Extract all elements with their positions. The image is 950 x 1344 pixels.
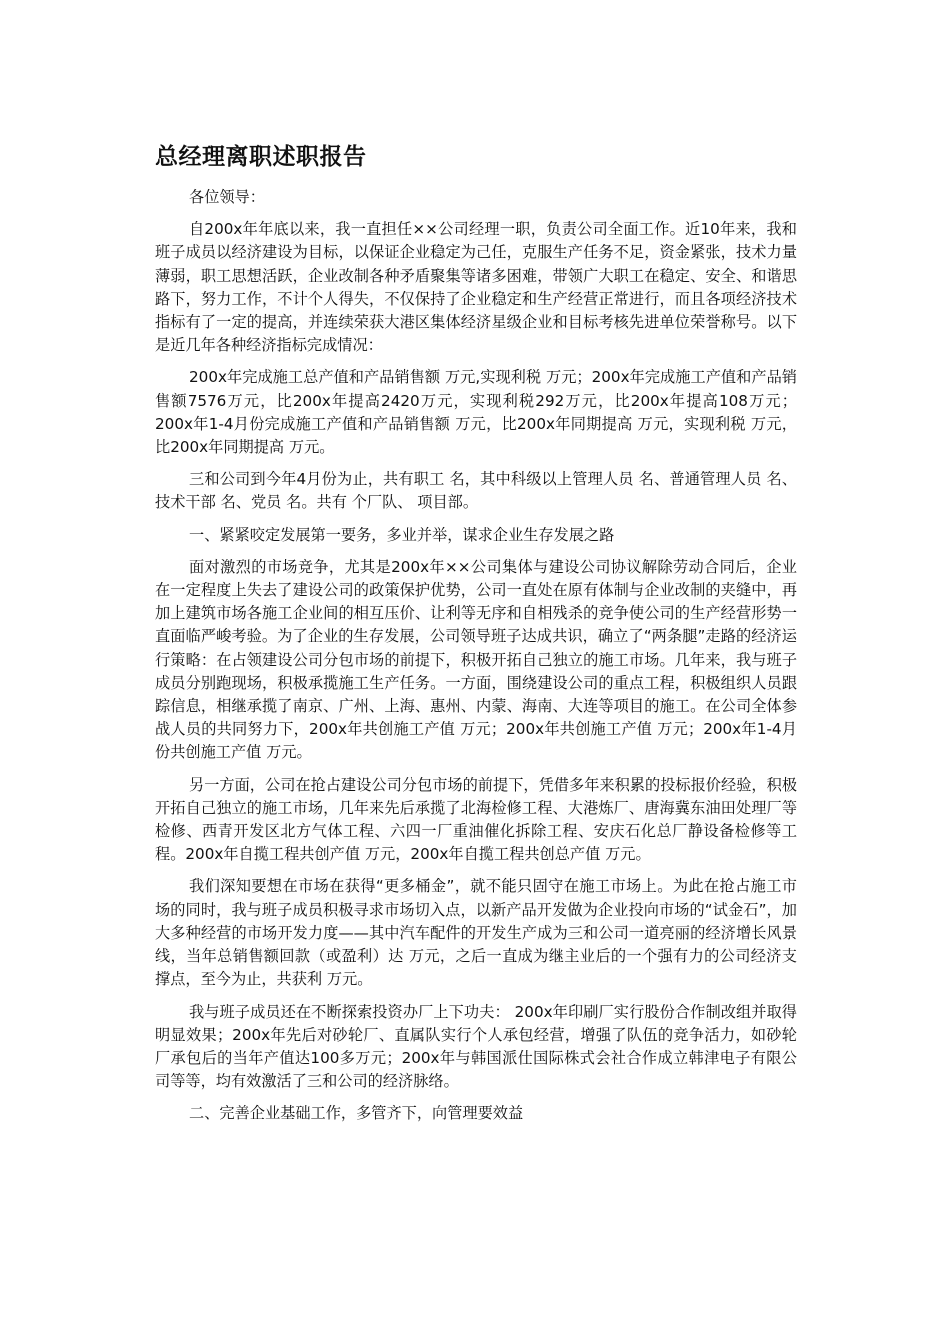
section-1-heading: 一、紧紧咬定发展第一要务，多业并举，谋求企业生存发展之路 — [189, 525, 615, 544]
section-2-heading: 二、完善企业基础工作，多管齐下，向管理要效益 — [189, 1104, 524, 1123]
section-1-paragraph-2: 另一方面，公司在抢占建设公司分包市场的前提下，凭借多年来积累的投标报价经验，积极开拓自己独立的施工市场，几年来先后承揽了北海检修工程、大港炼厂、唐海冀东油田处理厂等检修、西青开发区北方气体工程、六四一厂重油催化拆除工程、安庆石化总厂静设备检修等工程。200x年自揽工程共创产值 万元，200x年自揽工程共创总产值 万元。 — [155, 775, 797, 864]
document-title: 总经理离职述职报告 — [155, 144, 367, 170]
document-page — [155, 140, 797, 1135]
salutation: 各位领导： — [189, 188, 265, 206]
indicators-paragraph: 200x年完成施工总产值和产品销售额 万元,实现利税 万元；200x年完成施工产值和产品销售额7576万元，比200x年提高2420万元，实现利税292万元，比200x年提高108万元；200x年1-4月份完成施工产值和产品销售额 万元，比200x年同期提高 万元，实现利税 万元，比200x年同期提高 万元。 — [155, 368, 797, 457]
section-1-paragraph-1: 面对激烈的市场竞争，尤其是200x年××公司集体与建设公司协议解除劳动合同后，企业在一定程度上失去了建设公司的政策保护优势，公司一直处在原有体制与企业改制的夹缝中，再加上建筑市场各施工企业间的相互压价、让利等无序和自相残杀的竞争使公司的生产经营形势一直面临严峻考验。为了企业的生存发展，公司领导班子达成共识，确立了“两条腿”走路的经济运行策略：在占领建设公司分包市场的前提下，积极开拓自己独立的施工市场。几年来，我与班子成员分别跑现场，积极承揽施工生产任务。一方面，围绕建设公司的重点工程，积极组织人员跟踪信息，相继承揽了南京、广州、上海、惠州、内蒙、海南、大连等项目的施工。在公司全体参战人员的共同努力下，200x年共创施工产值 万元；200x年共创施工产值 万元；200x年1-4月份共创施工产值 万元。 — [155, 557, 797, 762]
staff-paragraph: 三和公司到今年4月份为止，共有职工 名，其中科级以上管理人员 名、普通管理人员 名、技术干部 名、党员 名。共有 个厂队、 项目部。 — [155, 470, 797, 512]
section-1-paragraph-3: 我们深知要想在市场在获得“更多桶金”，就不能只固守在施工市场上。为此在抢占施工市场的同时，我与班子成员积极寻求市场切入点，以新产品开发做为企业投向市场的“试金石”，加大多种经营的市场开发力度——其中汽车配件的开发生产成为三和公司一道亮丽的经济增长风景线，当年总销售额回款（或盈利）达 万元，之后一直成为继主业后的一个强有力的公司经济支撑点，至今为止，共获利 万元。 — [155, 877, 797, 989]
section-1-paragraph-4: 我与班子成员还在不断探索投资办厂上下功夫： 200x年印刷厂实行股份合作制改组并取得明显效果；200x年先后对砂轮厂、直属队实行个人承包经营，增强了队伍的竞争活力，如砂轮厂承包后的当年产值达100多万元；200x年与韩国派仕国际株式会社合作成立韩津电子有限公司等等，均有效激活了三和公司的经济脉络。 — [155, 1002, 797, 1091]
intro-paragraph: 自200x年年底以来，我一直担任××公司经理一职，负责公司全面工作。近10年来，我和班子成员以经济建设为目标，以保证企业稳定为己任，克服生产任务不足，资金紧张，技术力量薄弱，职工思想活跃，企业改制各种矛盾聚集等诸多困难，带领广大职工在稳定、安全、和谐思路下，努力工作，不计个人得失，不仅保持了企业稳定和生产经营正常进行，而且各项经济技术指标有了一定的提高，并连续荣获大港区集体经济星级企业和目标考核先进单位荣誉称号。以下是近几年各种经济指标完成情况： — [155, 220, 797, 355]
